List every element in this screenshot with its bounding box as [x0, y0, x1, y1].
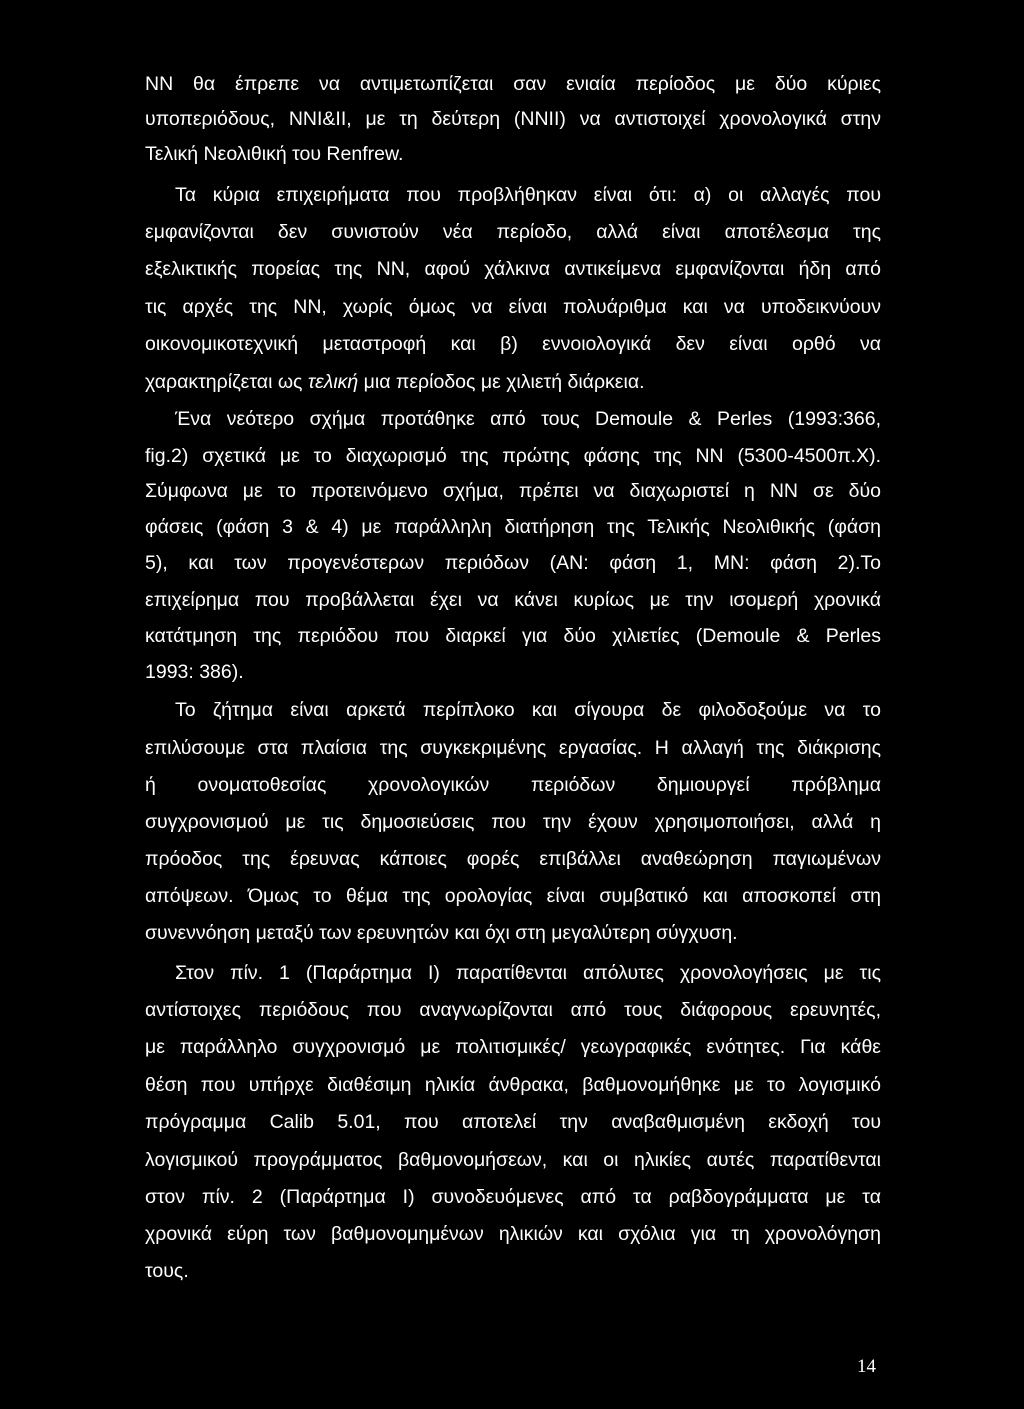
- text-line: fig.2) σχετικά με το διαχωρισμό της πρώτης φάσης της ΝΝ (5300-4500π.Χ).: [145, 445, 881, 467]
- text-line: τις αρχές της ΝΝ, χωρίς όμως να είναι πολυάριθμα και να υποδεικνύουν: [145, 296, 881, 318]
- text-line: Τελική Νεολιθική του Renfrew.: [145, 143, 404, 165]
- text-line: απόψεων. Όμως το θέμα της ορολογίας είναι συμβατικό και αποσκοπεί στη: [145, 885, 881, 907]
- text-line: στον πίν. 2 (Παράρτημα Ι) συνοδευόμενες από τα ραβδογράμματα με τα: [145, 1186, 881, 1208]
- text-line: Το ζήτημα είναι αρκετά περίπλοκο και σίγουρα δε φιλοδοξούμε να το: [175, 699, 881, 721]
- text-line: επιχείρημα που προβάλλεται έχει να κάνει κυρίως με την ισομερή χρονικά: [145, 589, 881, 611]
- page-number: 14: [857, 1356, 876, 1377]
- text-line: Σύμφωνα με το προτεινόμενο σχήμα, πρέπει να διαχωριστεί η ΝΝ σε δύο: [145, 480, 881, 502]
- text-line: επιλύσουμε στα πλαίσια της συγκεκριμένης εργασίας. Η αλλαγή της διάκρισης: [145, 737, 881, 759]
- text-line-with-emphasis: [145, 369, 881, 395]
- text-line: με παράλληλο συγχρονισμό με πολιτισμικές/ γεωγραφικές ενότητες. Για κάθε: [145, 1036, 881, 1058]
- text-line: οικονομικοτεχνική μεταστροφή και β) εννοιολογικά δεν είναι ορθό να: [145, 333, 881, 355]
- text-line: υποπεριόδους, ΝΝΙ&ΙΙ, με τη δεύτερη (ΝΝΙΙ) να αντιστοιχεί χρονολογικά στην: [145, 108, 881, 130]
- text-line: Στον πίν. 1 (Παράρτημα Ι) παρατίθενται απόλυτες χρονολογήσεις με τις: [175, 962, 881, 984]
- text-line: Ένα νεότερο σχήμα προτάθηκε από τους Demoule & Perles (1993:366,: [175, 408, 881, 430]
- text-segment: χαρακτηρίζεται ως: [145, 371, 308, 393]
- text-line: θέση που υπήρχε διαθέσιμη ηλικία άνθρακα, βαθμονομήθηκε με το λογισμικό: [145, 1074, 881, 1096]
- text-line: κατάτμηση της περιόδου που διαρκεί για δύο χιλιετίες (Demoule & Perles: [145, 625, 881, 647]
- text-line: συνεννόηση μεταξύ των ερευνητών και όχι στη μεγαλύτερη σύγχυση.: [145, 922, 738, 944]
- text-line: χρονικά εύρη των βαθμονομημένων ηλικιών και σχόλια για τη χρονολόγηση: [145, 1223, 881, 1245]
- text-line: τους.: [145, 1260, 189, 1282]
- text-line: συγχρονισμού με τις δημοσιεύσεις που την έχουν χρησιμοποιήσει, αλλά η: [145, 811, 881, 833]
- text-segment: μια περίοδος με χιλιετή διάρκεια.: [358, 371, 645, 393]
- text-line: εμφανίζονται δεν συνιστούν νέα περίοδο, αλλά είναι αποτέλεσμα της: [145, 221, 881, 243]
- text-line: ή ονοματοθεσίας χρονολογικών περιόδων δημιουργεί πρόβλημα: [145, 774, 881, 796]
- text-line: πρόοδος της έρευνας κάποιες φορές επιβάλλει αναθεώρηση παγιωμένων: [145, 848, 881, 870]
- text-line: ΝΝ θα έπρεπε να αντιμετωπίζεται σαν ενιαία περίοδος με δύο κύριες: [145, 73, 881, 95]
- text-line: λογισμικού προγράμματος βαθμονομήσεων, και οι ηλικίες αυτές παρατίθενται: [145, 1149, 881, 1171]
- text-line: Τα κύρια επιχειρήματα που προβλήθηκαν είναι ότι: α) οι αλλαγές που: [175, 184, 881, 206]
- text-line: φάσεις (φάση 3 & 4) με παράλληλη διατήρηση της Τελικής Νεολιθικής (φάση: [145, 516, 881, 538]
- text-line: 5), και των προγενέστερων περιόδων (ΑΝ: φάση 1, ΜΝ: φάση 2).Το: [145, 552, 881, 574]
- emphasized-word: τελική: [307, 371, 359, 393]
- text-line: 1993: 386).: [145, 661, 244, 683]
- text-line: πρόγραμμα Calib 5.01, που αποτελεί την αναβαθμισμένη εκδοχή του: [145, 1111, 881, 1133]
- text-line: εξελικτικής πορείας της ΝΝ, αφού χάλκινα αντικείμενα εμφανίζονται ήδη από: [145, 258, 881, 280]
- text-line: αντίστοιχες περιόδους που αναγνωρίζονται από τους διάφορους ερευνητές,: [145, 999, 881, 1021]
